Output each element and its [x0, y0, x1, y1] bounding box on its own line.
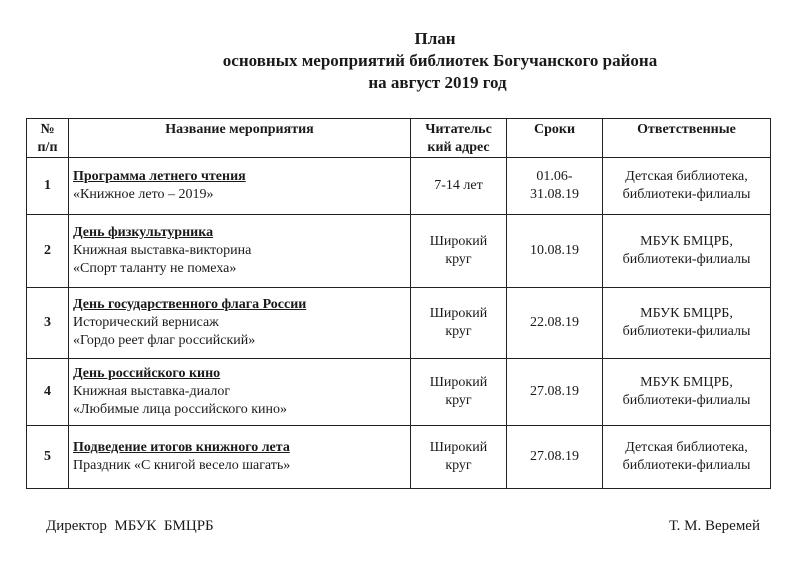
- dates-cell: 22.08.19: [507, 288, 603, 359]
- table-row: [27, 215, 771, 288]
- row-num: 3: [27, 288, 69, 359]
- event-desc: «Любимые лица российского кино»: [73, 402, 287, 417]
- event-desc: Книжная выставка-диалог: [73, 384, 231, 399]
- reader-address: Широкий круг: [411, 359, 507, 426]
- dates-cell: 27.08.19: [507, 426, 603, 489]
- header-num: № п/п: [27, 119, 69, 158]
- event-desc: «Спорт таланту не помеха»: [73, 261, 237, 276]
- responsible-cell: МБУК БМЦРБ, библиотеки-филиалы: [603, 288, 771, 359]
- event-desc: Книжная выставка-викторина: [73, 243, 252, 258]
- reader-address: Широкий круг: [411, 215, 507, 288]
- signature-position: Директор МБУК БМЦРБ: [46, 518, 214, 534]
- signature-name: Т. М. Веремей: [669, 518, 760, 534]
- event-title: Подведение итогов книжного лета: [73, 440, 290, 455]
- event-cell: [69, 158, 411, 215]
- reader-address: Широкий круг: [411, 288, 507, 359]
- event-title: День физкультурника: [73, 225, 214, 240]
- event-title: Программа летнего чтения: [73, 169, 246, 184]
- reader-address: Широкий круг: [411, 426, 507, 489]
- dates-cell: 01.06- 31.08.19: [507, 158, 603, 215]
- event-cell: [69, 426, 411, 489]
- title-line-1: План: [414, 29, 456, 48]
- row-num: 5: [27, 426, 69, 489]
- row-num: 1: [27, 158, 69, 215]
- dates-cell: 27.08.19: [507, 359, 603, 426]
- reader-address: 7-14 лет: [411, 158, 507, 215]
- event-cell: [69, 288, 411, 359]
- event-cell: [69, 359, 411, 426]
- header-responsible: Ответственные: [603, 119, 771, 158]
- row-num: 2: [27, 215, 69, 288]
- responsible-cell: Детская библиотека, библиотеки-филиалы: [603, 426, 771, 489]
- header-name: Название мероприятия: [69, 119, 411, 158]
- responsible-cell: МБУК БМЦРБ, библиотеки-филиалы: [603, 215, 771, 288]
- event-desc: «Книжное лето – 2019»: [73, 187, 214, 202]
- header-address: Читательс кий адрес: [411, 119, 507, 158]
- events-table: [26, 118, 771, 489]
- dates-cell: 10.08.19: [507, 215, 603, 288]
- event-desc: «Гордо реет флаг российский»: [73, 333, 256, 348]
- responsible-cell: МБУК БМЦРБ, библиотеки-филиалы: [603, 359, 771, 426]
- table-row: [27, 426, 771, 489]
- table-row: [27, 158, 771, 215]
- event-desc: Исторический вернисаж: [73, 315, 219, 330]
- title-line-3: на август 2019 год: [368, 73, 507, 92]
- responsible-cell: Детская библиотека, библиотеки-филиалы: [603, 158, 771, 215]
- row-num: 4: [27, 359, 69, 426]
- event-cell: [69, 215, 411, 288]
- table-row: [27, 359, 771, 426]
- table-header-row: [27, 119, 771, 158]
- table-row: [27, 288, 771, 359]
- event-title: День государственного флага России: [73, 297, 307, 312]
- document-title: [0, 28, 800, 94]
- title-line-2: основных мероприятий библиотек Богучанского района: [222, 51, 658, 70]
- event-desc: Праздник «С книгой весело шагать»: [73, 458, 291, 473]
- event-title: День российского кино: [73, 366, 221, 381]
- header-dates: Сроки: [507, 119, 603, 158]
